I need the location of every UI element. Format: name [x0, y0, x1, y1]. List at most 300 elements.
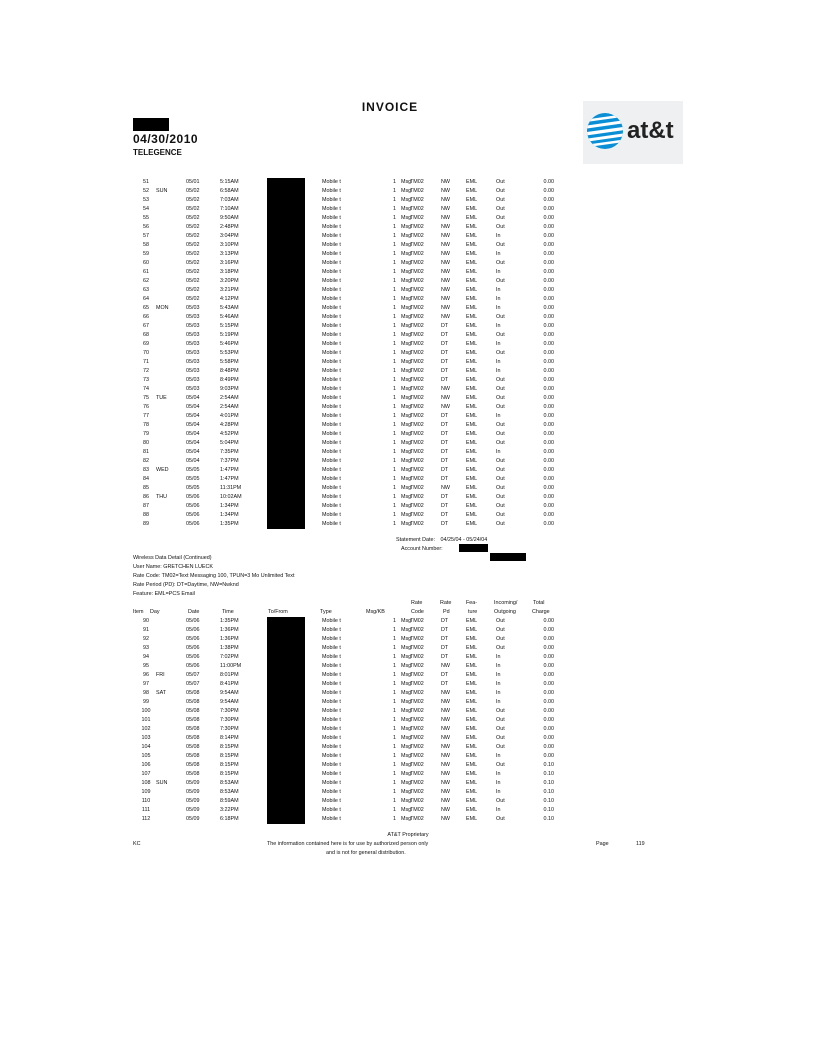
cell-feature: EML [466, 287, 478, 293]
cell-rate-period: NW [441, 188, 450, 194]
cell-item-number: 93 [143, 645, 149, 651]
cell-type: Mobile t [322, 476, 341, 482]
cell-msg-count: 1 [393, 654, 396, 660]
cell-feature: EML [466, 618, 478, 624]
redacted-number [267, 502, 305, 511]
redacted-number [267, 475, 305, 484]
cell-time: 4:12PM [220, 296, 239, 302]
redacted-number [267, 205, 305, 214]
cell-unit: Msg [401, 206, 412, 212]
cell-feature: EML [466, 816, 478, 822]
cell-feature: EML [466, 744, 478, 750]
cell-direction: In [496, 296, 501, 302]
cell-date: 05/02 [186, 260, 200, 266]
cell-rate-code: TM02 [410, 413, 424, 419]
cell-direction: Out [496, 260, 505, 266]
cell-charge: 0.00 [543, 341, 554, 347]
cell-time: 5:15PM [220, 323, 239, 329]
cell-type: Mobile t [322, 636, 341, 642]
cell-feature: EML [466, 645, 478, 651]
cell-unit: Msg [401, 717, 412, 723]
cell-rate-period: DT [441, 467, 449, 473]
cell-unit: Msg [401, 179, 412, 185]
cell-date: 05/06 [186, 645, 200, 651]
cell-item-number: 110 [141, 798, 151, 804]
redacted-number [267, 196, 305, 205]
cell-direction: In [496, 287, 501, 293]
table-row [0, 475, 816, 484]
cell-rate-period: NW [441, 663, 450, 669]
redacted-number [267, 779, 305, 788]
cell-direction: Out [496, 224, 505, 230]
redacted-number [267, 187, 305, 196]
cell-item-number: 56 [143, 224, 149, 230]
cell-feature: EML [466, 368, 478, 374]
table-row [0, 286, 816, 295]
redacted-number [267, 493, 305, 502]
cell-item-number: 83 [143, 467, 149, 473]
cell-item-number: 104 [141, 744, 151, 750]
cell-unit: Msg [401, 654, 412, 660]
cell-msg-count: 1 [393, 233, 396, 239]
col-ture: ture [468, 609, 478, 615]
cell-rate-code: TM02 [410, 618, 424, 624]
cell-feature: EML [466, 798, 478, 804]
cell-direction: In [496, 251, 501, 257]
cell-charge: 0.00 [543, 458, 554, 464]
cell-date: 05/09 [186, 798, 200, 804]
cell-direction: Out [496, 521, 505, 527]
cell-item-number: 107 [141, 771, 151, 777]
col-time: Time [222, 609, 234, 615]
cell-rate-code: TM02 [410, 215, 424, 221]
cell-unit: Msg [401, 807, 412, 813]
table-row [0, 304, 816, 313]
cell-msg-count: 1 [393, 431, 396, 437]
cell-direction: In [496, 663, 501, 669]
redaction-bar [459, 544, 488, 552]
cell-rate-period: NW [441, 485, 450, 491]
cell-charge: 0.00 [543, 206, 554, 212]
cell-msg-count: 1 [393, 744, 396, 750]
cell-rate-code: TM02 [410, 780, 424, 786]
cell-unit: Msg [401, 512, 412, 518]
cell-unit: Msg [401, 413, 412, 419]
cell-rate-code: TM02 [410, 188, 424, 194]
cell-item-number: 53 [143, 197, 149, 203]
cell-time: 1:36PM [220, 627, 239, 633]
invoice-date: 04/30/2010 [133, 132, 199, 146]
cell-item-number: 64 [143, 296, 149, 302]
col-feature: Fea- [466, 600, 478, 606]
cell-msg-count: 1 [393, 663, 396, 669]
cell-date: 05/06 [186, 627, 200, 633]
cell-item-number: 81 [143, 449, 149, 455]
cell-unit: Msg [401, 305, 412, 311]
cell-day: MON [156, 305, 169, 311]
statement-date-range: 04/25/04 - 05/24/04 [440, 537, 488, 543]
cell-direction: In [496, 233, 501, 239]
cell-rate-code: TM02 [410, 636, 424, 642]
cell-charge: 0.10 [543, 762, 554, 768]
cell-type: Mobile t [322, 404, 341, 410]
cell-direction: In [496, 359, 501, 365]
cell-rate-period: DT [441, 627, 449, 633]
redacted-number [267, 448, 305, 457]
cell-unit: Msg [401, 744, 412, 750]
cell-rate-code: TM02 [410, 494, 424, 500]
cell-item-number: 62 [143, 278, 149, 284]
cell-feature: EML [466, 422, 478, 428]
table-row [0, 617, 816, 626]
cell-charge: 0.00 [543, 305, 554, 311]
cell-msg-count: 1 [393, 251, 396, 257]
cell-date: 05/02 [186, 233, 200, 239]
cell-rate-period: DT [441, 341, 449, 347]
cell-feature: EML [466, 780, 478, 786]
cell-time: 8:15PM [220, 753, 239, 759]
cell-msg-count: 1 [393, 618, 396, 624]
redacted-number [267, 520, 305, 529]
cell-rate-period: NW [441, 395, 450, 401]
statement-date [396, 537, 487, 543]
cell-item-number: 72 [143, 368, 149, 374]
cell-item-number: 51 [143, 179, 149, 185]
cell-unit: Msg [401, 440, 412, 446]
cell-rate-code: TM02 [410, 807, 424, 813]
cell-type: Mobile t [322, 798, 341, 804]
cell-msg-count: 1 [393, 242, 396, 248]
cell-direction: Out [496, 726, 505, 732]
cell-date: 05/02 [186, 251, 200, 257]
cell-date: 05/08 [186, 735, 200, 741]
cell-type: Mobile t [322, 395, 341, 401]
cell-direction: Out [496, 458, 505, 464]
col-rate-2: Rate [440, 600, 452, 606]
cell-charge: 0.00 [543, 332, 554, 338]
cell-item-number: 58 [143, 242, 149, 248]
table-row [0, 502, 816, 511]
cell-unit: Msg [401, 287, 412, 293]
cell-date: 05/03 [186, 368, 200, 374]
cell-charge: 0.00 [543, 269, 554, 275]
cell-date: 05/03 [186, 314, 200, 320]
cell-charge: 0.00 [543, 618, 554, 624]
table-row [0, 466, 816, 475]
cell-item-number: 105 [141, 753, 151, 759]
cell-type: Mobile t [322, 377, 341, 383]
cell-charge: 0.00 [543, 422, 554, 428]
cell-rate-code: TM02 [410, 672, 424, 678]
cell-date: 05/03 [186, 350, 200, 356]
redacted-number [267, 788, 305, 797]
table-row [0, 626, 816, 635]
cell-rate-period: DT [441, 654, 449, 660]
redacted-number [267, 770, 305, 779]
cell-item-number: 61 [143, 269, 149, 275]
cell-time: 8:53AM [220, 780, 239, 786]
cell-item-number: 101 [141, 717, 151, 723]
redacted-number [267, 439, 305, 448]
cell-charge: 0.10 [543, 807, 554, 813]
cell-item-number: 94 [143, 654, 149, 660]
cell-time: 3:18PM [220, 269, 239, 275]
redacted-number [267, 403, 305, 412]
cell-feature: EML [466, 206, 478, 212]
cell-charge: 0.00 [543, 744, 554, 750]
cell-time: 8:53AM [220, 789, 239, 795]
cell-rate-code: TM02 [410, 789, 424, 795]
cell-rate-period: DT [441, 449, 449, 455]
cell-rate-code: TM02 [410, 206, 424, 212]
cell-type: Mobile t [322, 458, 341, 464]
cell-item-number: 77 [143, 413, 149, 419]
redacted-number [267, 752, 305, 761]
cell-rate-code: TM02 [410, 467, 424, 473]
cell-item-number: 91 [143, 627, 149, 633]
cell-type: Mobile t [322, 654, 341, 660]
cell-rate-code: TM02 [410, 717, 424, 723]
cell-charge: 0.00 [543, 377, 554, 383]
cell-msg-count: 1 [393, 735, 396, 741]
cell-item-number: 67 [143, 323, 149, 329]
cell-msg-count: 1 [393, 503, 396, 509]
cell-msg-count: 1 [393, 780, 396, 786]
cell-time: 8:15PM [220, 762, 239, 768]
cell-rate-period: NW [441, 287, 450, 293]
cell-unit: Msg [401, 296, 412, 302]
cell-direction: Out [496, 440, 505, 446]
cell-date: 05/05 [186, 485, 200, 491]
cell-msg-count: 1 [393, 717, 396, 723]
cell-type: Mobile t [322, 672, 341, 678]
cell-msg-count: 1 [393, 422, 396, 428]
cell-item-number: 86 [143, 494, 149, 500]
cell-charge: 0.00 [543, 440, 554, 446]
redacted-number [267, 626, 305, 635]
redacted-number [267, 367, 305, 376]
cell-type: Mobile t [322, 735, 341, 741]
cell-date: 05/01 [186, 179, 200, 185]
cell-item-number: 99 [143, 699, 149, 705]
cell-direction: In [496, 780, 501, 786]
invoice-title: INVOICE [361, 100, 419, 114]
cell-time: 3:04PM [220, 233, 239, 239]
redaction-bar [133, 118, 169, 131]
cell-rate-code: TM02 [410, 458, 424, 464]
cell-rate-code: TM02 [410, 179, 424, 185]
cell-rate-period: DT [441, 618, 449, 624]
cell-unit: Msg [401, 278, 412, 284]
cell-item-number: 84 [143, 476, 149, 482]
cell-item-number: 69 [143, 341, 149, 347]
cell-feature: EML [466, 233, 478, 239]
cell-rate-period: NW [441, 269, 450, 275]
cell-feature: EML [466, 323, 478, 329]
cell-rate-code: TM02 [410, 341, 424, 347]
cell-unit: Msg [401, 735, 412, 741]
cell-rate-period: DT [441, 645, 449, 651]
table-row [0, 295, 816, 304]
redacted-number [267, 797, 305, 806]
redacted-number [267, 671, 305, 680]
table-row [0, 457, 816, 466]
cell-charge: 0.00 [543, 350, 554, 356]
cell-rate-period: DT [441, 521, 449, 527]
redacted-number [267, 412, 305, 421]
cell-day: SUN [156, 780, 168, 786]
cell-msg-count: 1 [393, 627, 396, 633]
cell-charge: 0.00 [543, 260, 554, 266]
cell-msg-count: 1 [393, 368, 396, 374]
cell-charge: 0.00 [543, 627, 554, 633]
cell-day: SUN [156, 188, 168, 194]
cell-direction: In [496, 690, 501, 696]
cell-time: 5:19PM [220, 332, 239, 338]
table-row [0, 394, 816, 403]
company-name: TELEGENCE [133, 148, 182, 157]
cell-rate-code: TM02 [410, 485, 424, 491]
cell-date: 05/03 [186, 332, 200, 338]
redacted-number [267, 223, 305, 232]
cell-item-number: 60 [143, 260, 149, 266]
table-row [0, 178, 816, 187]
cell-type: Mobile t [322, 440, 341, 446]
cell-item-number: 80 [143, 440, 149, 446]
cell-time: 6:18PM [220, 816, 239, 822]
cell-unit: Msg [401, 215, 412, 221]
cell-direction: Out [496, 636, 505, 642]
cell-direction: Out [496, 395, 505, 401]
col-total: Total [533, 600, 545, 606]
cell-rate-code: TM02 [410, 753, 424, 759]
cell-date: 05/03 [186, 323, 200, 329]
cell-direction: Out [496, 314, 505, 320]
cell-rate-period: DT [441, 359, 449, 365]
cell-type: Mobile t [322, 717, 341, 723]
cell-feature: EML [466, 296, 478, 302]
cell-time: 7:30PM [220, 717, 239, 723]
redacted-number [267, 421, 305, 430]
cell-unit: Msg [401, 681, 412, 687]
cell-unit: Msg [401, 708, 412, 714]
cell-type: Mobile t [322, 521, 341, 527]
cell-charge: 0.00 [543, 690, 554, 696]
cell-type: Mobile t [322, 323, 341, 329]
cell-direction: In [496, 789, 501, 795]
cell-rate-period: NW [441, 717, 450, 723]
cell-rate-code: TM02 [410, 359, 424, 365]
cell-time: 8:15PM [220, 771, 239, 777]
page-label: Page [596, 841, 609, 847]
table-row [0, 385, 816, 394]
cell-type: Mobile t [322, 618, 341, 624]
cell-msg-count: 1 [393, 807, 396, 813]
table-row [0, 340, 816, 349]
cell-direction: Out [496, 278, 505, 284]
cell-charge: 0.00 [543, 224, 554, 230]
cell-time: 3:10PM [220, 242, 239, 248]
cell-date: 05/09 [186, 789, 200, 795]
cell-time: 7:37PM [220, 458, 239, 464]
cell-type: Mobile t [322, 368, 341, 374]
redacted-number [267, 358, 305, 367]
confidentiality-notice: The information contained here is for use by authorized person only [267, 841, 429, 847]
cell-rate-code: TM02 [410, 314, 424, 320]
cell-unit: Msg [401, 350, 412, 356]
cell-feature: EML [466, 224, 478, 230]
cell-msg-count: 1 [393, 386, 396, 392]
cell-msg-count: 1 [393, 404, 396, 410]
cell-unit: Msg [401, 789, 412, 795]
cell-item-number: 70 [143, 350, 149, 356]
redacted-number [267, 734, 305, 743]
cell-direction: In [496, 269, 501, 275]
cell-type: Mobile t [322, 503, 341, 509]
cell-direction: Out [496, 332, 505, 338]
cell-type: Mobile t [322, 251, 341, 257]
cell-type: Mobile t [322, 762, 341, 768]
cell-charge: 0.00 [543, 512, 554, 518]
cell-rate-period: NW [441, 224, 450, 230]
cell-feature: EML [466, 699, 478, 705]
cell-direction: Out [496, 762, 505, 768]
cell-item-number: 92 [143, 636, 149, 642]
cell-time: 8:41PM [220, 681, 239, 687]
cell-rate-period: NW [441, 699, 450, 705]
cell-type: Mobile t [322, 627, 341, 633]
cell-rate-period: NW [441, 296, 450, 302]
cell-unit: Msg [401, 771, 412, 777]
cell-charge: 0.00 [543, 215, 554, 221]
redacted-number [267, 511, 305, 520]
cell-date: 05/02 [186, 224, 200, 230]
cell-date: 05/05 [186, 476, 200, 482]
col-pd: Pd [443, 609, 450, 615]
cell-date: 05/09 [186, 780, 200, 786]
cell-direction: Out [496, 645, 505, 651]
cell-unit: Msg [401, 359, 412, 365]
cell-item-number: 55 [143, 215, 149, 221]
cell-charge: 0.00 [543, 197, 554, 203]
cell-direction: Out [496, 404, 505, 410]
cell-charge: 0.10 [543, 798, 554, 804]
cell-date: 05/06 [186, 503, 200, 509]
cell-rate-period: NW [441, 215, 450, 221]
cell-time: 5:04PM [220, 440, 239, 446]
cell-time: 7:02PM [220, 654, 239, 660]
cell-charge: 0.00 [543, 717, 554, 723]
cell-feature: EML [466, 341, 478, 347]
cell-rate-code: TM02 [410, 296, 424, 302]
cell-charge: 0.00 [543, 296, 554, 302]
cell-direction: Out [496, 627, 505, 633]
cell-msg-count: 1 [393, 395, 396, 401]
redacted-number [267, 457, 305, 466]
cell-item-number: 73 [143, 377, 149, 383]
cell-rate-code: TM02 [410, 798, 424, 804]
table-row [0, 241, 816, 250]
cell-item-number: 74 [143, 386, 149, 392]
cell-feature: EML [466, 807, 478, 813]
cell-date: 05/04 [186, 440, 200, 446]
cell-unit: Msg [401, 467, 412, 473]
cell-item-number: 59 [143, 251, 149, 257]
cell-msg-count: 1 [393, 645, 396, 651]
cell-type: Mobile t [322, 179, 341, 185]
cell-time: 1:34PM [220, 512, 239, 518]
cell-type: Mobile t [322, 296, 341, 302]
